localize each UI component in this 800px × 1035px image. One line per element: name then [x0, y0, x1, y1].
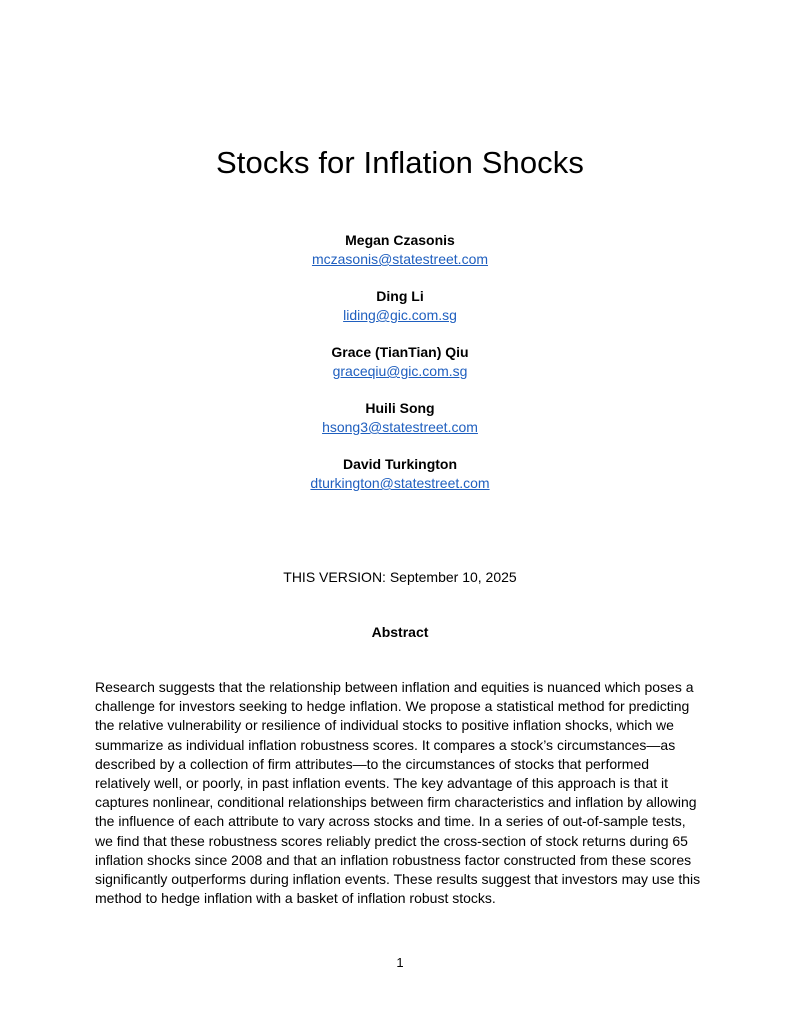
author-block [0, 455, 800, 493]
author-block [0, 231, 800, 269]
author-name: Huili Song [365, 400, 435, 416]
author-email-link[interactable]: graceqiu@gic.com.sg [332, 363, 468, 379]
author-block [0, 287, 800, 325]
author-name: Megan Czasonis [345, 232, 455, 248]
abstract-heading: Abstract [371, 624, 429, 640]
author-list [0, 231, 800, 511]
author-name: Ding Li [376, 288, 424, 304]
author-email-link[interactable]: dturkington@statestreet.com [310, 475, 490, 491]
abstract-text: Research suggests that the relationship between inflation and equities is nuanced which poses a challenge for investors seeking to hedge inflation. We propose a statistical method for predicting the relative vulnerability or resilience of individual stocks to positive inflation shocks, which we summarize as individual inflation robustness scores. It compares a stock’s circumstances—as described by a collection of firm attributes—to the circumstances of stocks that performed relatively well, or poorly, in past inflation events. The key advantage of this approach is that it captures nonlinear, conditional relationships between firm characteristics and inflation by allowing the influence of each attribute to vary across stocks and time. In a series of out-of-sample tests, we find that these robustness scores reliably predict the cross-section of stock returns during 65 inflation shocks since 2008 and that an inflation robustness factor constructed from these scores significantly outperforms during inflation events. These results suggest that investors may use this method to hedge inflation with a basket of inflation robust stocks. [95, 679, 701, 907]
author-block [0, 343, 800, 381]
page-number: 1 [396, 955, 404, 970]
author-block [0, 399, 800, 437]
author-name: David Turkington [342, 456, 458, 472]
author-email-link[interactable]: mczasonis@statestreet.com [311, 251, 489, 267]
version-date: THIS VERSION: September 10, 2025 [283, 569, 517, 585]
author-email-link[interactable]: liding@gic.com.sg [343, 307, 457, 323]
paper-title: Stocks for Inflation Shocks [216, 145, 584, 180]
author-name: Grace (TianTian) Qiu [331, 344, 469, 360]
author-email-link[interactable]: hsong3@statestreet.com [322, 419, 478, 435]
